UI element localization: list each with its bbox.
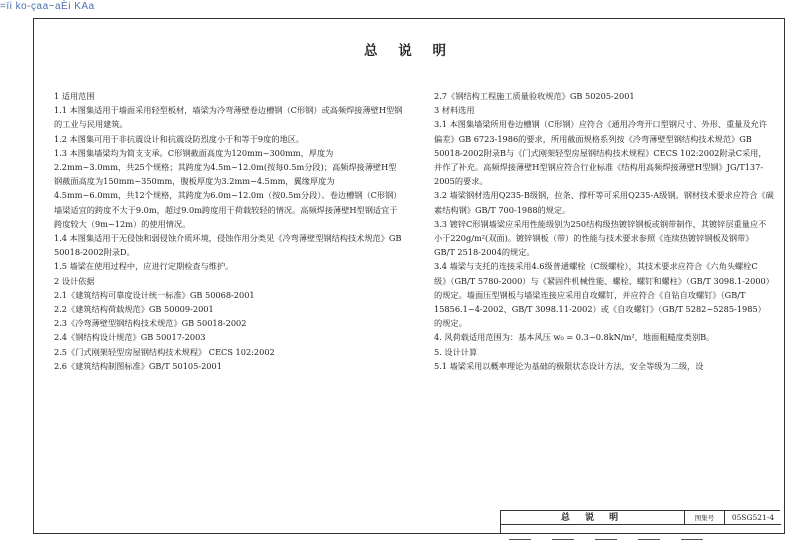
paragraph: 3.4 墙梁与支托的连接采用4.6级普通螺栓（C级螺栓），其技术要求应符合《六角头螺栓C级》（GB/T 5780-2000）与《紧固件机械性能、螺栓、螺钉和螺柱》（GB/T 3098.1-2000）的规定。墙面压型钢板与墙梁连接应采用自攻螺钉，并应符合《自钻自攻螺钉》（GB/T 15856.1~4-2002、GB/T 3098.11-2002）或《自攻螺钉》（GB/T 5282~5285-1985）的规定。 (434, 261, 774, 329)
paragraph: 2.5《门式刚架轻型房屋钢结构技术规程》 CECS 102:2002 (54, 346, 275, 357)
atlas-number: 05SG521-4 (725, 511, 781, 525)
paragraph: 1.4 本图集适用于无侵蚀和弱侵蚀介质环境，侵蚀作用分类见《冷弯薄壁型钢结构技术规范》GB 50018-2002附录D。 (54, 233, 405, 258)
paragraph: 2.2《建筑结构荷载规范》GB 50009-2001 (54, 304, 214, 315)
paragraph: 2.6《建筑结构制图标准》GB/T 50105-2001 (54, 360, 222, 371)
paragraph: 5.1 墙梁采用以概率理论为基础的极限状态设计方法，安全等级为二级，设 (434, 360, 704, 371)
scan-artifact-text: =ïi ko-çaa~aÈi KAa (0, 1, 95, 12)
paragraph: 3.2 墙梁钢材选用Q235-B级钢，拉条、撑杆等可采用Q235-A级钢。钢材技术要求应符合《碳素结构钢》GB/T 700-1988的规定。 (434, 190, 774, 215)
paragraph: 4. 风荷载适用范围为：基本风压 w₀ = 0.3~0.8kN/m²，地面粗糙度类别B。 (434, 332, 715, 343)
paragraph: 1.2 本图集可用于非抗震设计和抗震设防烈度小于和等于9度的地区。 (54, 133, 305, 144)
signature-line (509, 539, 531, 540)
paragraph: 3 材料选用 (434, 105, 475, 116)
paragraph: 1.3 本图集墙梁均为简支支承。C形钢截面高度为120mm~300mm，厚度为2.2mm~3.0mm，共25个规格；其跨度为4.5m~12.0m(按每0.5m分段)；高频焊接薄壁H型钢截面高度为150mm~350mm，腹板厚度为3.2mm~4.5mm，翼缘厚度为4.5mm~6.0mm，共12个规格，其跨度为6.0m~12.0m（按0.5m分段）。卷边槽钢（C形钢）墙梁适宜的跨度不大于9.0m，超过9.0m跨度用于荷载较轻的情况。高频焊接薄壁H型钢适宜于跨度较大（9m~12m）的使用情况。 (54, 147, 402, 229)
title-block (500, 510, 780, 534)
page-title: 总 说 明 (364, 43, 454, 59)
paragraph: 1 适用范围 (54, 91, 95, 101)
paragraph: 2.1《建筑结构可靠度设计统一标准》GB 50068-2001 (54, 289, 255, 300)
paragraph: 2.4《钢结构设计规范》GB 50017-2003 (54, 332, 206, 343)
title-block-name: 总 说 明 (501, 511, 685, 525)
signature-row (501, 525, 781, 535)
paragraph: 5. 设计计算 (434, 346, 478, 357)
paragraph: 3.1 本图集墙梁所用卷边槽钢（C形钢）应符合《通用冷弯开口型钢尺寸、外形、重量及允许偏差》GB 6723-1986的要求，所用截面规格系列按《冷弯薄壁型钢结构技术规范》GB 50018-2002附录B与《门式刚架轻型房屋钢结构技术规程》CECS 102:2002附录C采用，并作了补充。高频焊接薄壁H型钢应符合行业标准《结构用高频焊接薄壁H型钢》JG/T137-2005的要求。 (434, 119, 768, 187)
paragraph: 2.3《冷弯薄壁型钢结构技术规范》GB 50018-2002 (54, 318, 247, 329)
paragraph: 2 设计依据 (54, 275, 95, 286)
signature-line (595, 539, 617, 540)
right-column (434, 89, 774, 373)
paragraph: 3.3 镀锌C形钢墙梁应采用性能级别为250结构级热镀锌钢板或钢带制作，其镀锌层重量应不小于220g/m²(双面)。镀锌钢板（带）的性能与技术要求参照《连续热镀锌钢板及钢带》GB/T 2518-2004的规定。 (434, 218, 767, 258)
paragraph: 1.1 本图集适用于墙面采用轻型板材，墙梁为冷弯薄壁卷边槽钢（C形钢）或高频焊接薄壁H型钢的工业与民用建筑。 (54, 105, 403, 130)
drawing-frame (33, 18, 785, 534)
left-column (54, 89, 404, 373)
signature-line (681, 539, 703, 540)
paragraph: 2.7《钢结构工程施工质量验收规范》GB 50205-2001 (434, 91, 635, 101)
signature-line (552, 539, 574, 540)
signature-line (638, 539, 660, 540)
atlas-number-label: 图集号 (685, 511, 725, 525)
paragraph: 1.5 墙梁在使用过程中，应进行定期检查与维护。 (54, 261, 234, 272)
